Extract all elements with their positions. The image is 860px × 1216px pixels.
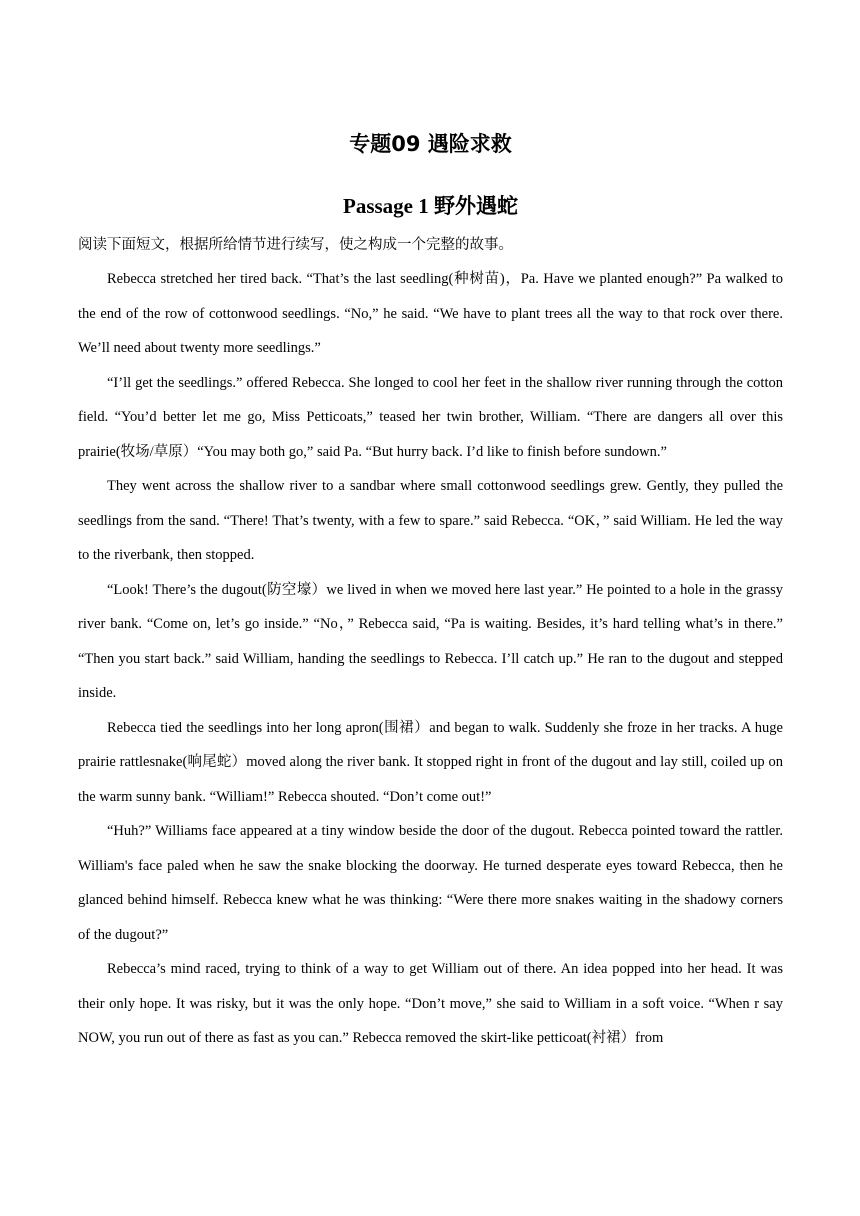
paragraph: Rebecca stretched her tired back. “That’s the last seedling(种树苗)，Pa. Have we planted enough?” Pa walked to the end of the row of cottonwood seedlings. “No,” he said. “We have to plant trees all the way to that rock over there. We’ll need about twenty more seedlings.” bbox=[78, 271, 783, 356]
paragraph: Rebecca’s mind raced, trying to think of a way to get William out of there. An idea popped into her head. It was their only hope. It was risky, but it was the only hope. “Don’t move,” she said to William in a soft voice. “When r say NOW, you run out of there as fast as you can.” Rebecca removed the skirt-like petticoat(衬裙）from bbox=[78, 961, 783, 1046]
paragraph: They went across the shallow river to a sandbar where small cottonwood seedlings grew. Gently, they pulled the seedlings from the sand. “There! That’s twenty, with a few to spare.” said Rebecca. “OK，” said William. He led the way to the riverbank, then stopped. bbox=[78, 478, 783, 563]
instruction-text: 阅读下面短文，根据所给情节进行续写，使之构成一个完整的故事。 bbox=[78, 237, 513, 253]
passage-subtitle: Passage 1 野外遇蛇 bbox=[343, 194, 518, 218]
paragraph: “Huh?” Williams face appeared at a tiny window beside the door of the dugout. Rebecca pointed toward the rattler. William's face paled when he saw the snake blocking the doorway. He turned desperate eyes toward Rebecca, then he glanced behind himself. Rebecca knew what he was thinking: “Were there more snakes waiting in the shadowy corners of the dugout?” bbox=[78, 823, 783, 943]
paragraph: “Look! There’s the dugout(防空壕）we lived in when we moved here last year.” He pointed to a hole in the grassy river bank. “Come on, let’s go inside.” “No，” Rebecca said, “Pa is waiting. Besides, it’s hard telling what’s in there.” “Then you start back.” said William, handing the seedlings to Rebecca. I’ll catch up.” He ran to the dugout and stepped inside. bbox=[78, 581, 783, 701]
document-title: 专题09 遇险求救 bbox=[349, 132, 512, 156]
paragraph: “I’ll get the seedlings.” offered Rebecca. She longed to cool her feet in the shallow river running through the cotton field. “You’d better let me go, Miss Petticoats,” teased her twin brother, William. “There are dangers all over this prairie(牧场/草原）“You may both go,” said Pa. “But hurry back. I’d like to finish before sundown.” bbox=[78, 374, 783, 460]
document-page bbox=[78, 126, 783, 1056]
paragraph: Rebecca tied the seedlings into her long apron(围裙）and began to walk. Suddenly she froze in her tracks. A huge prairie rattlesnake(响尾蛇）moved along the river bank. It stopped right in front of the dugout and lay still, coiled up on the warm sunny bank. “William!” Rebecca shouted. “Don’t come out!” bbox=[78, 719, 783, 805]
